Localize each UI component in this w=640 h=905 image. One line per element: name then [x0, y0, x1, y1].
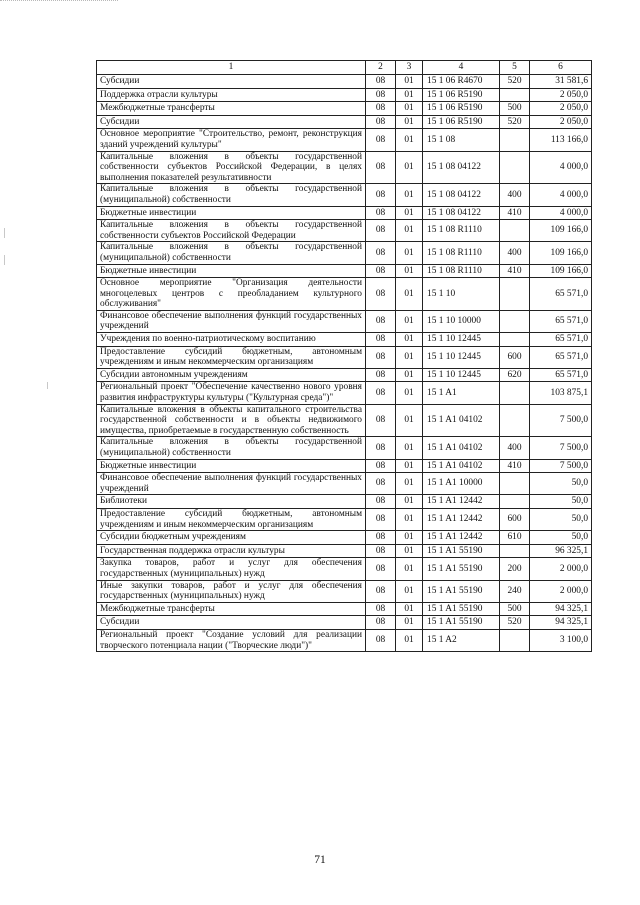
row-name: Субсидии [97, 75, 366, 89]
row-section: 08 [366, 346, 396, 368]
row-expense-type [500, 88, 530, 102]
row-subsection: 01 [396, 495, 423, 509]
scan-mark [4, 228, 5, 238]
row-name: Библиотеки [97, 495, 366, 509]
row-expense-type [500, 382, 530, 404]
row-expense-type: 610 [500, 531, 530, 545]
column-header-amount: 6 [530, 61, 592, 75]
row-section: 08 [366, 544, 396, 558]
row-subsection: 01 [396, 129, 423, 151]
row-target-article: 15 1 A1 [423, 382, 500, 404]
row-name: Основное мероприятие "Организация деятельности многоцелевых центров с преобладанием культурного обслуживания" [97, 278, 366, 311]
table-row [97, 437, 592, 459]
row-expense-type: 620 [500, 368, 530, 382]
table-row [97, 220, 592, 242]
table-row [97, 508, 592, 530]
row-target-article: 15 1 10 [423, 278, 500, 311]
table-row [97, 264, 592, 278]
row-amount: 109 166,0 [530, 220, 592, 242]
column-header-name: 1 [97, 61, 366, 75]
row-target-article: 15 1 A1 12442 [423, 531, 500, 545]
row-subsection: 01 [396, 629, 423, 651]
row-target-article: 15 1 08 04122 [423, 206, 500, 220]
row-expense-type [500, 278, 530, 311]
row-name: Иные закупки товаров, работ и услуг для обеспечения государственных (муниципальных) нужд [97, 580, 366, 602]
row-section: 08 [366, 558, 396, 580]
row-name: Капитальные вложения в объекты государственной (муниципальной) собственности [97, 184, 366, 206]
row-section: 08 [366, 310, 396, 332]
row-section: 08 [366, 242, 396, 264]
row-subsection: 01 [396, 616, 423, 630]
row-target-article: 15 1 08 04122 [423, 184, 500, 206]
row-amount: 94 325,1 [530, 602, 592, 616]
row-target-article: 15 1 06 R4670 [423, 75, 500, 89]
row-target-article: 15 1 10 12445 [423, 346, 500, 368]
column-header-target-article: 4 [423, 61, 500, 75]
row-name: Субсидии бюджетным учреждениям [97, 531, 366, 545]
row-amount: 109 166,0 [530, 242, 592, 264]
row-amount: 2 000,0 [530, 558, 592, 580]
table-row [97, 242, 592, 264]
row-amount: 103 875,1 [530, 382, 592, 404]
row-section: 08 [366, 75, 396, 89]
row-subsection: 01 [396, 459, 423, 473]
table-row [97, 531, 592, 545]
row-amount: 65 571,0 [530, 333, 592, 347]
table-row [97, 602, 592, 616]
row-section: 08 [366, 333, 396, 347]
row-target-article: 15 1 A1 12442 [423, 495, 500, 509]
row-expense-type [500, 333, 530, 347]
row-target-article: 15 1 06 R5190 [423, 88, 500, 102]
row-name: Капитальные вложения в объекты государственной собственности субъектов Российской Федерации [97, 220, 366, 242]
row-subsection: 01 [396, 473, 423, 495]
table-row [97, 544, 592, 558]
row-target-article: 15 1 08 04122 [423, 151, 500, 184]
row-subsection: 01 [396, 437, 423, 459]
row-section: 08 [366, 602, 396, 616]
table-row [97, 129, 592, 151]
row-amount: 50,0 [530, 531, 592, 545]
table-row [97, 616, 592, 630]
row-expense-type: 240 [500, 580, 530, 602]
row-subsection: 01 [396, 88, 423, 102]
row-name: Субсидии автономным учреждениям [97, 368, 366, 382]
row-amount: 94 325,1 [530, 616, 592, 630]
row-amount: 65 571,0 [530, 368, 592, 382]
row-target-article: 15 1 08 R1110 [423, 264, 500, 278]
row-target-article: 15 1 A1 55190 [423, 558, 500, 580]
row-section: 08 [366, 115, 396, 129]
column-header-section: 2 [366, 61, 396, 75]
row-expense-type: 500 [500, 102, 530, 116]
row-amount: 4 000,0 [530, 184, 592, 206]
row-name: Финансовое обеспечение выполнения функций государственных учреждений [97, 310, 366, 332]
table-row [97, 495, 592, 509]
row-expense-type: 400 [500, 184, 530, 206]
row-amount: 2 050,0 [530, 115, 592, 129]
row-name: Финансовое обеспечение выполнения функций государственных учреждений [97, 473, 366, 495]
row-section: 08 [366, 495, 396, 509]
table-row [97, 151, 592, 184]
row-name: Бюджетные инвестиции [97, 264, 366, 278]
table-row [97, 558, 592, 580]
table-row [97, 382, 592, 404]
table-row [97, 580, 592, 602]
row-name: Региональный проект "Обеспечение качественно нового уровня развития инфраструктуры культуры ("Культурная среда")" [97, 382, 366, 404]
row-target-article: 15 1 A1 12442 [423, 508, 500, 530]
row-amount: 4 000,0 [530, 206, 592, 220]
column-header-expense-type: 5 [500, 61, 530, 75]
row-subsection: 01 [396, 278, 423, 311]
row-name: Бюджетные инвестиции [97, 459, 366, 473]
row-expense-type: 600 [500, 508, 530, 530]
row-amount: 50,0 [530, 473, 592, 495]
table-row [97, 404, 592, 437]
table-row [97, 333, 592, 347]
budget-table [96, 60, 592, 652]
row-subsection: 01 [396, 242, 423, 264]
row-subsection: 01 [396, 544, 423, 558]
row-subsection: 01 [396, 508, 423, 530]
row-expense-type [500, 629, 530, 651]
row-subsection: 01 [396, 206, 423, 220]
table-row [97, 346, 592, 368]
row-expense-type [500, 220, 530, 242]
row-name: Межбюджетные трансферты [97, 602, 366, 616]
row-expense-type: 410 [500, 206, 530, 220]
row-section: 08 [366, 404, 396, 437]
row-subsection: 01 [396, 102, 423, 116]
row-target-article: 15 1 06 R5190 [423, 115, 500, 129]
row-target-article: 15 1 10 10000 [423, 310, 500, 332]
row-expense-type [500, 310, 530, 332]
row-name: Предоставление субсидий бюджетным, автономным учреждениям и иным некоммерческим организациям [97, 508, 366, 530]
row-section: 08 [366, 580, 396, 602]
page-number: 71 [314, 854, 326, 866]
row-subsection: 01 [396, 75, 423, 89]
scan-edge-line [0, 0, 118, 2]
table-row [97, 206, 592, 220]
row-amount: 7 500,0 [530, 437, 592, 459]
row-subsection: 01 [396, 310, 423, 332]
row-expense-type: 410 [500, 459, 530, 473]
row-expense-type [500, 473, 530, 495]
row-name: Учреждения по военно-патриотическому воспитанию [97, 333, 366, 347]
row-target-article: 15 1 08 R1110 [423, 220, 500, 242]
table-row [97, 310, 592, 332]
row-section: 08 [366, 129, 396, 151]
row-target-article: 15 1 A1 55190 [423, 602, 500, 616]
row-section: 08 [366, 102, 396, 116]
row-section: 08 [366, 88, 396, 102]
row-subsection: 01 [396, 220, 423, 242]
table-row [97, 459, 592, 473]
row-target-article: 15 1 08 [423, 129, 500, 151]
row-amount: 2 000,0 [530, 580, 592, 602]
table-row [97, 629, 592, 651]
row-amount: 7 500,0 [530, 404, 592, 437]
row-target-article: 15 1 A1 04102 [423, 459, 500, 473]
row-amount: 4 000,0 [530, 151, 592, 184]
row-subsection: 01 [396, 580, 423, 602]
table-row [97, 184, 592, 206]
row-target-article: 15 1 08 R1110 [423, 242, 500, 264]
row-name: Капитальные вложения в объекты государственной собственности субъектов Российской Федерации, в целях выполнения показателей результативности [97, 151, 366, 184]
row-name: Основное мероприятие "Строительство, ремонт, реконструкция зданий учреждений культуры" [97, 129, 366, 151]
row-expense-type: 410 [500, 264, 530, 278]
row-expense-type [500, 404, 530, 437]
row-name: Капитальные вложения в объекты капитального строительства государственной собственности и в объекты недвижимого имущества, приобретаемые в государственную собственность [97, 404, 366, 437]
row-amount: 65 571,0 [530, 278, 592, 311]
row-name: Капитальные вложения в объекты государственной (муниципальной) собственности [97, 242, 366, 264]
row-section: 08 [366, 382, 396, 404]
row-section: 08 [366, 629, 396, 651]
row-target-article: 15 1 A1 55190 [423, 544, 500, 558]
row-section: 08 [366, 278, 396, 311]
row-section: 08 [366, 206, 396, 220]
row-name: Капитальные вложения в объекты государственной (муниципальной) собственности [97, 437, 366, 459]
row-amount: 31 581,6 [530, 75, 592, 89]
row-section: 08 [366, 531, 396, 545]
row-amount: 50,0 [530, 495, 592, 509]
row-amount: 96 325,1 [530, 544, 592, 558]
row-target-article: 15 1 A1 04102 [423, 404, 500, 437]
row-subsection: 01 [396, 404, 423, 437]
table-body [97, 75, 592, 652]
row-section: 08 [366, 437, 396, 459]
row-target-article: 15 1 06 R5190 [423, 102, 500, 116]
row-subsection: 01 [396, 382, 423, 404]
row-section: 08 [366, 616, 396, 630]
row-subsection: 01 [396, 558, 423, 580]
row-amount: 2 050,0 [530, 102, 592, 116]
row-section: 08 [366, 473, 396, 495]
row-amount: 109 166,0 [530, 264, 592, 278]
row-section: 08 [366, 368, 396, 382]
row-target-article: 15 1 A1 04102 [423, 437, 500, 459]
row-section: 08 [366, 184, 396, 206]
row-name: Субсидии [97, 616, 366, 630]
row-expense-type [500, 495, 530, 509]
row-target-article: 15 1 A1 10000 [423, 473, 500, 495]
row-amount: 65 571,0 [530, 310, 592, 332]
row-name: Региональный проект "Создание условий для реализации творческого потенциала нации ("Творческие люди")" [97, 629, 366, 651]
row-section: 08 [366, 264, 396, 278]
row-subsection: 01 [396, 115, 423, 129]
scan-mark [47, 382, 48, 389]
scan-mark [4, 255, 5, 265]
row-expense-type: 520 [500, 616, 530, 630]
row-expense-type: 400 [500, 437, 530, 459]
row-subsection: 01 [396, 333, 423, 347]
row-subsection: 01 [396, 602, 423, 616]
row-section: 08 [366, 508, 396, 530]
row-expense-type: 520 [500, 115, 530, 129]
row-target-article: 15 1 A1 55190 [423, 616, 500, 630]
row-target-article: 15 1 10 12445 [423, 368, 500, 382]
row-subsection: 01 [396, 531, 423, 545]
row-name: Предоставление субсидий бюджетным, автономным учреждениям и иным некоммерческим организациям [97, 346, 366, 368]
row-expense-type: 500 [500, 602, 530, 616]
row-expense-type [500, 129, 530, 151]
table-header-row [97, 61, 592, 75]
row-expense-type: 200 [500, 558, 530, 580]
table-row [97, 278, 592, 311]
row-expense-type [500, 544, 530, 558]
table-row [97, 88, 592, 102]
row-expense-type: 520 [500, 75, 530, 89]
table-row [97, 75, 592, 89]
table-row [97, 102, 592, 116]
row-expense-type: 400 [500, 242, 530, 264]
row-name: Бюджетные инвестиции [97, 206, 366, 220]
row-target-article: 15 1 A2 [423, 629, 500, 651]
row-name: Субсидии [97, 115, 366, 129]
row-expense-type: 600 [500, 346, 530, 368]
row-subsection: 01 [396, 368, 423, 382]
row-amount: 50,0 [530, 508, 592, 530]
row-amount: 7 500,0 [530, 459, 592, 473]
row-amount: 65 571,0 [530, 346, 592, 368]
table-row [97, 115, 592, 129]
row-amount: 2 050,0 [530, 88, 592, 102]
row-section: 08 [366, 151, 396, 184]
row-name: Закупка товаров, работ и услуг для обеспечения государственных (муниципальных) нужд [97, 558, 366, 580]
row-amount: 3 100,0 [530, 629, 592, 651]
row-subsection: 01 [396, 184, 423, 206]
row-name: Межбюджетные трансферты [97, 102, 366, 116]
row-target-article: 15 1 10 12445 [423, 333, 500, 347]
column-header-subsection: 3 [396, 61, 423, 75]
row-target-article: 15 1 A1 55190 [423, 580, 500, 602]
row-section: 08 [366, 220, 396, 242]
row-expense-type [500, 151, 530, 184]
table-row [97, 473, 592, 495]
row-name: Государственная поддержка отрасли культуры [97, 544, 366, 558]
row-subsection: 01 [396, 151, 423, 184]
row-name: Поддержка отрасли культуры [97, 88, 366, 102]
row-subsection: 01 [396, 264, 423, 278]
row-section: 08 [366, 459, 396, 473]
table-row [97, 368, 592, 382]
row-amount: 113 166,0 [530, 129, 592, 151]
row-subsection: 01 [396, 346, 423, 368]
